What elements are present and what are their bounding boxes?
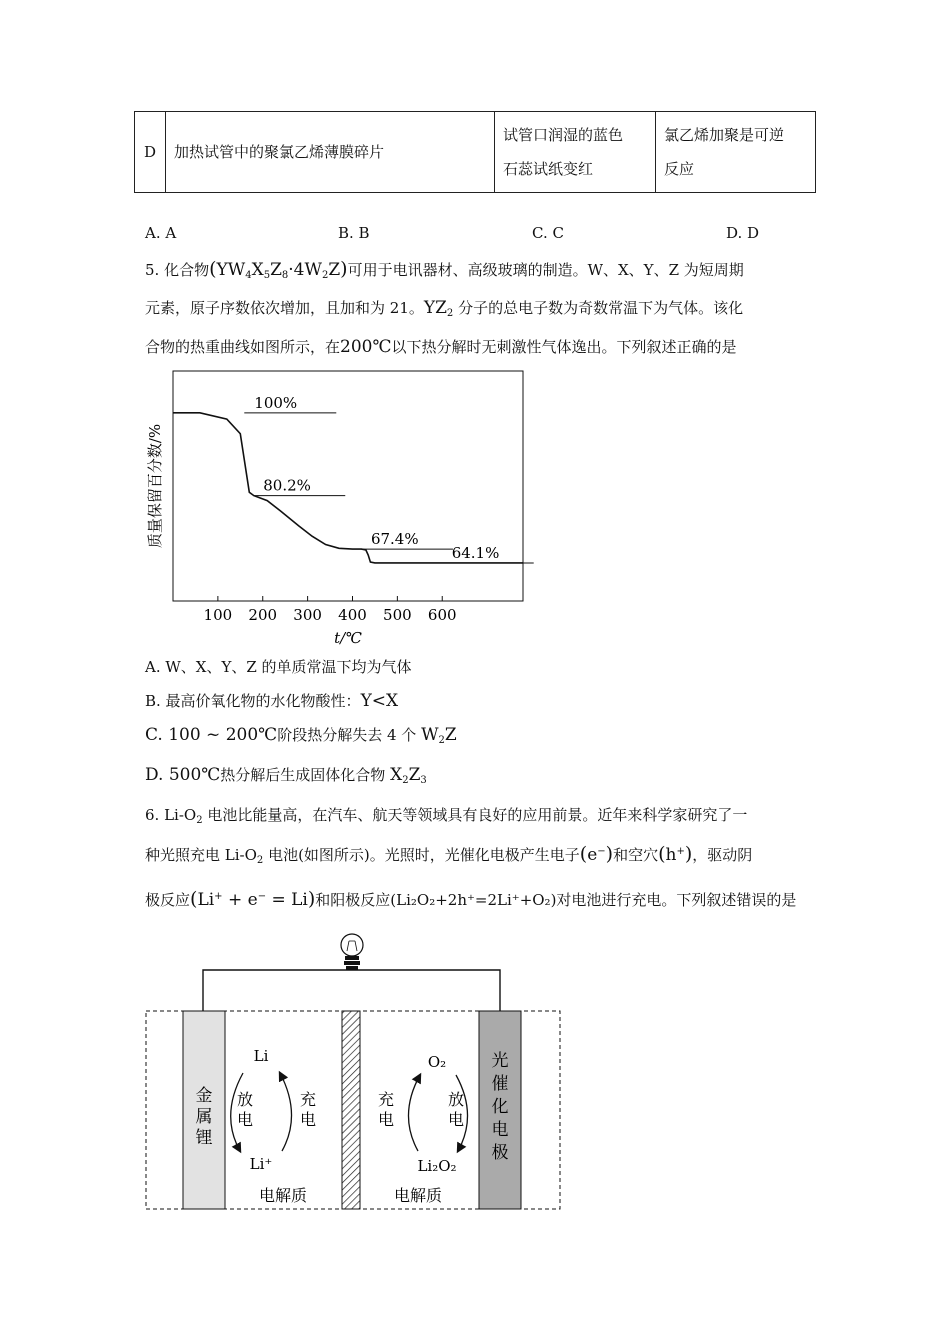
charge-char: 电 — [299, 1110, 317, 1129]
separator — [342, 1011, 360, 1209]
row-letter: D — [135, 112, 166, 193]
electrolyte-label: 电解质 — [258, 1186, 308, 1205]
q4-option-b[interactable]: B. B — [338, 224, 370, 242]
species-label: Li⁺ — [249, 1155, 273, 1173]
q5-text: 5. 化合物 — [145, 261, 210, 279]
x-tick-label: 500 — [383, 606, 412, 624]
light-bulb-icon — [341, 934, 363, 970]
electrode-char: 化 — [491, 1097, 509, 1117]
plot-frame — [173, 371, 523, 601]
discharge-char: 电 — [447, 1110, 465, 1129]
annotation-label: 64.1% — [451, 543, 500, 562]
electron-symbol: ( — [579, 843, 588, 865]
x2z3-formula: $X_2Z_3$ — [390, 765, 427, 786]
option-text: 热分解后生成固体化合物 — [220, 766, 386, 784]
tga-chart — [140, 365, 540, 655]
hole-symbol: ( — [658, 843, 666, 865]
x-tick-label: 200 — [248, 606, 278, 624]
q6-text: 和阳极反应(Li₂O₂+2h⁺=2Li⁺+O₂)对电池进行充电。下列叙述错误的是 — [315, 891, 797, 909]
electrode-char: 属 — [195, 1107, 213, 1127]
charge-arrow-icon — [408, 1075, 420, 1151]
q5-option-a[interactable]: A. W、X、Y、Z 的单质常温下均为气体 — [145, 658, 412, 676]
charge-arrow-icon — [280, 1073, 292, 1151]
x-tick-label: 400 — [338, 606, 367, 624]
species-label: O₂ — [427, 1053, 447, 1071]
q4-option-c[interactable]: C. C — [532, 224, 564, 242]
annotation-label: 80.2% — [263, 476, 311, 495]
option-math: Y<X — [360, 691, 399, 711]
discharge-char: 放 — [236, 1090, 254, 1109]
q5-option-c[interactable] — [145, 724, 457, 746]
q6-text: 极反应 — [145, 891, 191, 909]
q5-text: 元素，原子序数依次增加，且加和为 21。 — [145, 299, 424, 317]
y-axis-label: 质量保留百分数/% — [146, 423, 164, 549]
q5-text: 可用于电讯器材、高级玻璃的制造。W、X、Y、Z 为短周期 — [347, 261, 744, 279]
q6-line1: 6. $Li-O_2$ 电池比能量高，在汽车、航天等领域具有良好的应用前景。近年来科学家研究了一 — [145, 806, 748, 826]
species-label: Li₂O₂ — [417, 1157, 457, 1175]
q6-text: 和空穴 — [613, 846, 659, 864]
temperature: 200℃ — [340, 337, 392, 357]
q5-line2 — [145, 297, 743, 319]
annotation-label: 100% — [254, 393, 298, 412]
q6-text: 种光照充电 Li-O — [145, 846, 257, 864]
electrode-char: 催 — [491, 1074, 509, 1094]
x-tick-label: 300 — [293, 606, 322, 624]
electrode-char: 光 — [491, 1051, 509, 1071]
q4-option-d[interactable]: D. D — [726, 224, 760, 242]
phenomenon-line: 石蕊试纸变红 — [503, 160, 594, 178]
wire — [203, 970, 500, 1011]
q5-text: 合物的热重曲线如图所示，在 — [145, 338, 341, 356]
phenomenon-cell — [495, 112, 656, 193]
electrode-char: 极 — [491, 1143, 509, 1163]
cathode-reaction: ( — [190, 888, 198, 910]
annotation-label: 67.4% — [370, 530, 419, 549]
w2z-formula: $W_2Z$ — [421, 725, 457, 746]
discharge-char: 电 — [236, 1110, 254, 1129]
q6-text: ，驱动阴 — [692, 846, 753, 864]
charge-char: 充 — [299, 1090, 317, 1109]
x-axis-label: t/℃ — [334, 629, 362, 647]
electrode-char: 电 — [491, 1120, 509, 1140]
discharge-char: 放 — [447, 1090, 465, 1109]
q6-text: 电池比能量高，在汽车、航天等领域具有良好的应用前景。近年来科学家研究了一 — [207, 806, 748, 824]
option-math: D. 500℃ — [145, 765, 221, 785]
battery-diagram — [140, 925, 570, 1220]
cathode-reaction: ) — [307, 888, 316, 910]
cathode-reaction: Li+ + e− = Li — [197, 890, 308, 910]
compound-formula: ( — [209, 258, 217, 280]
q6-text: 6. Li-O — [145, 806, 197, 824]
q4-option-a[interactable]: A. A — [145, 224, 177, 242]
compound-formula: $YW_4X_5Z_8\cdot 4W_2Z$ — [216, 260, 341, 281]
option-math: C. 100 ~ 200℃ — [145, 725, 278, 745]
q5-line3 — [145, 336, 737, 357]
option-text: 阶段热分解失去 4 个 — [277, 726, 417, 744]
answer-table — [134, 111, 816, 193]
q6-text: 电池(如图所示)。光照时，光催化电极产生电子 — [268, 846, 580, 864]
option-text: B. 最高价氧化物的水化物酸性： — [145, 692, 361, 710]
x-tick-label: 600 — [427, 606, 457, 624]
operation-cell: 加热试管中的聚氯乙烯薄膜碎片 — [166, 112, 495, 193]
q5-option-b[interactable] — [145, 690, 398, 711]
species-label: Li — [253, 1047, 269, 1065]
electrolyte-label: 电解质 — [393, 1186, 443, 1205]
hole-symbol: h+ — [665, 845, 685, 865]
x-tick-label: 100 — [203, 606, 233, 624]
conclusion-cell — [656, 112, 816, 193]
tga-curve — [173, 413, 523, 563]
q5-text: 分子的总电子数为奇数常温下为气体。该化 — [458, 299, 744, 317]
phenomenon-line: 试管口润湿的蓝色 — [503, 126, 624, 144]
charge-char: 电 — [377, 1110, 395, 1129]
electron-symbol: e− — [587, 845, 606, 865]
q5-line1 — [145, 258, 744, 281]
electrode-char: 金 — [195, 1086, 213, 1106]
hole-symbol: ) — [684, 843, 693, 865]
table-row — [135, 112, 816, 193]
conclusion-line: 氯乙烯加聚是可逆 — [664, 126, 785, 144]
electron-symbol: ) — [605, 843, 614, 865]
q6-line2: 种光照充电 $Li-O_2$ 电池(如图所示)。光照时，光催化电极产生电子(e−)和空穴(h+)，驱动阴 — [145, 843, 753, 866]
q5-option-d[interactable] — [145, 764, 427, 786]
electrode-char: 锂 — [195, 1128, 213, 1148]
q6-line3 — [145, 888, 796, 910]
q5-text: 以下热分解时无刺激性气体逸出。下列叙述正确的是 — [391, 338, 737, 356]
compound-formula: ) — [340, 258, 348, 280]
yz2-formula: $YZ_2$ — [423, 298, 454, 319]
charge-char: 充 — [377, 1090, 395, 1109]
conclusion-line: 反应 — [664, 160, 695, 178]
